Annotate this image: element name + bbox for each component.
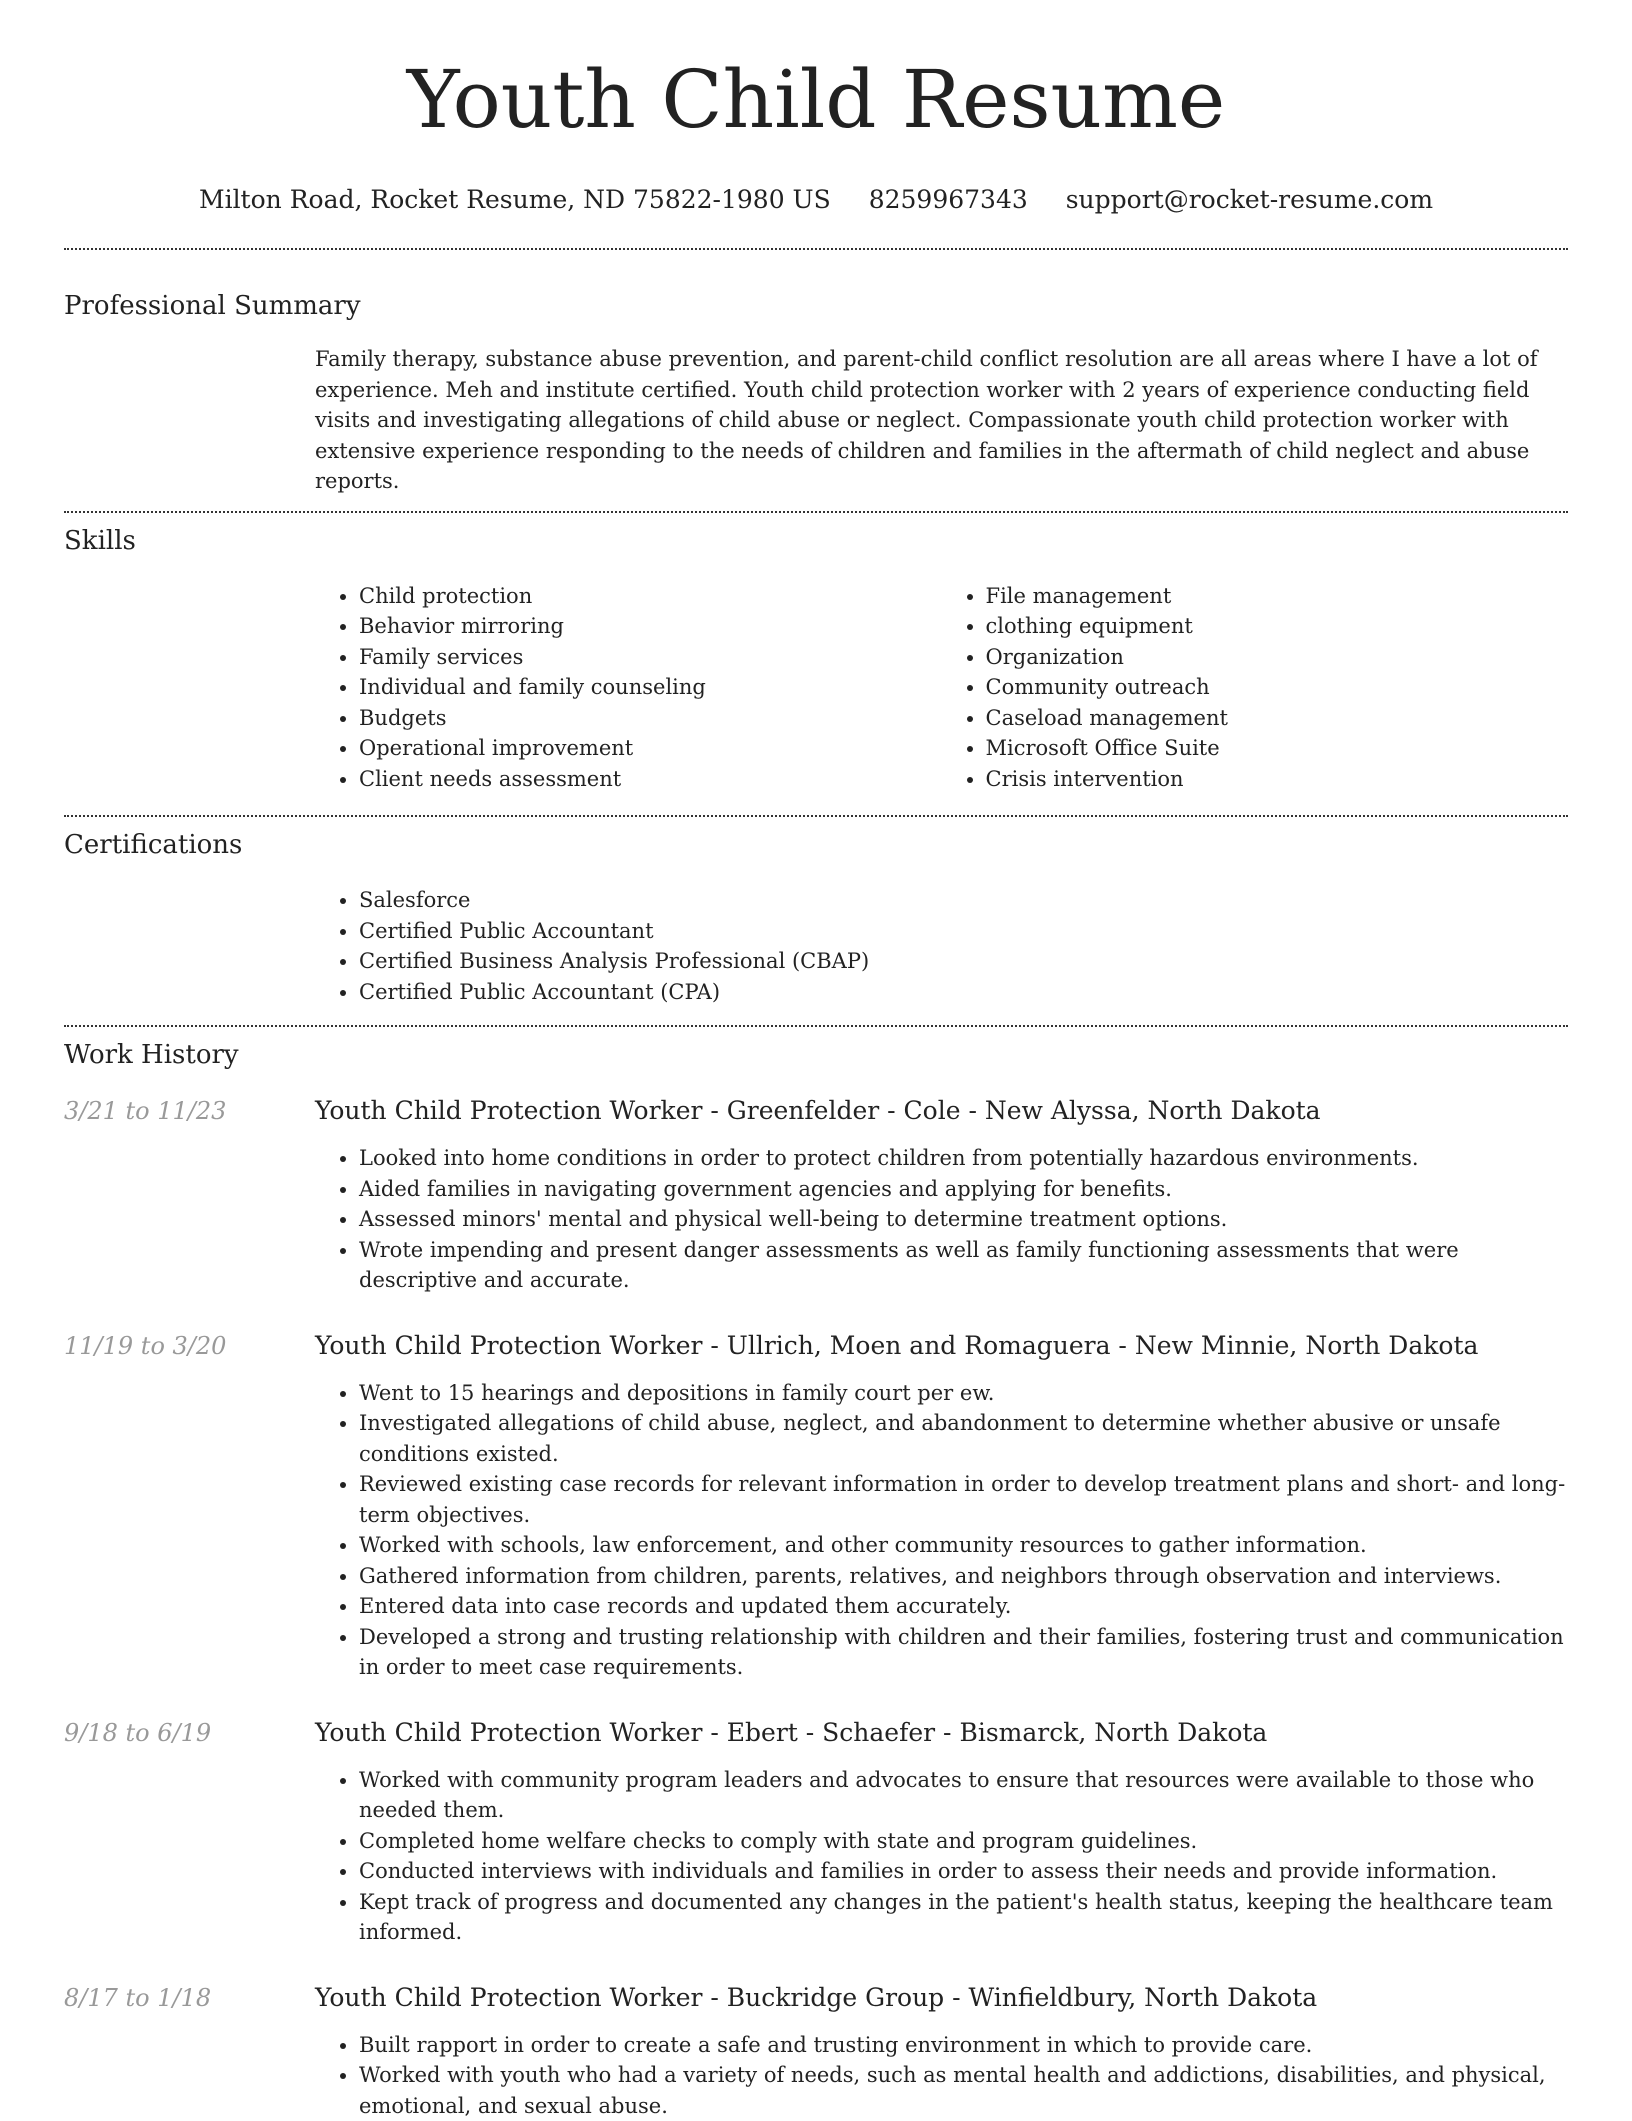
contact-address: Milton Road, Rocket Resume, ND 75822-1980 US [199,185,831,214]
skill-item: • Operational improvement [359,733,942,764]
skill-item: • Community outreach [986,672,1569,703]
skill-item: • Individual and family counseling [359,672,942,703]
job-bullet: • Aided families in navigating government agencies and applying for benefits. [359,1174,1568,1205]
job-bullet: • Worked with youth who had a variety of needs, such as mental health and addictions, disabilities, and physical, emotional, and sexual abuse. [359,2060,1568,2121]
job-entry [64,1982,1568,2121]
contact-phone: 8259967343 [869,185,1028,214]
job-bullets [315,1378,1568,1683]
job-bullet: • Completed home welfare checks to comply with state and program guidelines. [359,1826,1568,1857]
section-title-summary: Professional Summary [64,250,1568,322]
summary-text: Family therapy, substance abuse prevention, and parent-child conflict resolution are all areas where I have a lot of experience. Meh and institute certified. Youth child protection worker with 2 years of experience conducting field visits and investigating allegations of child abuse or neglect. Compassionate youth child protection worker with extensive experience responding to the needs of children and families in the aftermath of child neglect and abuse reports. [315,344,1568,497]
skills-section [64,513,1568,795]
job-title: Youth Child Protection Worker - Greenfelder - Cole - New Alyssa, North Dakota [315,1095,1568,1127]
section-title-work-history: Work History [64,1027,1568,1071]
job-title: Youth Child Protection Worker - Ullrich, Moen and Romaguera - New Minnie, North Dakota [315,1330,1568,1362]
job-details [315,1717,1568,1948]
job-bullet: • Worked with schools, law enforcement, and other community resources to gather information. [359,1530,1568,1561]
skill-item: • Child protection [359,581,942,612]
summary-section [64,250,1568,497]
skill-item: • clothing equipment [986,611,1569,642]
job-dates: 3/21 to 11/23 [64,1095,315,1296]
skill-item: • Budgets [359,703,942,734]
job-dates: 8/17 to 1/18 [64,1982,315,2121]
resume-page [64,0,1568,2121]
job-dates: 11/19 to 3/20 [64,1330,315,1683]
skill-item: • File management [986,581,1569,612]
job-bullet: • Assessed minors' mental and physical well-being to determine treatment options. [359,1204,1568,1235]
certification-item: • Certified Public Accountant (CPA) [359,977,1568,1008]
job-bullets [315,2030,1568,2121]
skill-item: • Organization [986,642,1569,673]
certification-item: • Certified Business Analysis Professional (CBAP) [359,946,1568,977]
job-title: Youth Child Protection Worker - Ebert - Schaefer - Bismarck, North Dakota [315,1717,1568,1749]
skills-list-left [315,581,942,795]
contact-email: support@rocket-resume.com [1066,185,1433,214]
job-bullet: • Wrote impending and present danger assessments as well as family functioning assessments that were descriptive and accurate. [359,1235,1568,1296]
job-entry [64,1330,1568,1683]
contact-line [64,185,1568,215]
job-entry [64,1095,1568,1296]
job-bullets [315,1143,1568,1296]
skill-item: • Client needs assessment [359,764,942,795]
job-bullets [315,1765,1568,1948]
job-bullet: • Looked into home conditions in order to protect children from potentially hazardous environments. [359,1143,1568,1174]
skill-item: • Behavior mirroring [359,611,942,642]
certifications-section [64,817,1568,1007]
certification-item: • Certified Public Accountant [359,916,1568,947]
certification-item: • Salesforce [359,885,1568,916]
job-bullet: • Investigated allegations of child abuse, neglect, and abandonment to determine whether abusive or unsafe conditions existed. [359,1408,1568,1469]
certifications-list [315,885,1568,1007]
job-title: Youth Child Protection Worker - Buckridge Group - Winfieldbury, North Dakota [315,1982,1568,2014]
skill-item: • Microsoft Office Suite [986,733,1569,764]
job-bullet: • Conducted interviews with individuals and families in order to assess their needs and provide information. [359,1856,1568,1887]
job-bullet: • Built rapport in order to create a safe and trusting environment in which to provide care. [359,2030,1568,2061]
skill-item: • Family services [359,642,942,673]
skill-item: • Caseload management [986,703,1569,734]
job-bullet: • Worked with community program leaders and advocates to ensure that resources were available to those who needed them. [359,1765,1568,1826]
skill-item: • Crisis intervention [986,764,1569,795]
job-entry [64,1717,1568,1948]
job-details [315,1330,1568,1683]
skills-list-right [942,581,1569,795]
section-title-certifications: Certifications [64,817,1568,861]
job-details [315,1095,1568,1296]
job-bullet: • Entered data into case records and updated them accurately. [359,1591,1568,1622]
certifications-list-wrap [315,885,1568,1007]
job-bullet: • Reviewed existing case records for relevant information in order to develop treatment plans and short- and long-term objectives. [359,1469,1568,1530]
job-bullet: • Developed a strong and trusting relationship with children and their families, fostering trust and communication in order to meet case requirements. [359,1622,1568,1683]
job-details [315,1982,1568,2121]
job-bullet: • Went to 15 hearings and depositions in family court per ew. [359,1378,1568,1409]
skills-columns [315,581,1568,795]
job-bullet: • Gathered information from children, parents, relatives, and neighbors through observation and interviews. [359,1561,1568,1592]
section-title-skills: Skills [64,513,1568,557]
work-history-section [64,1027,1568,2121]
job-dates: 9/18 to 6/19 [64,1717,315,1948]
job-bullet: • Kept track of progress and documented any changes in the patient's health status, keeping the healthcare team informed. [359,1887,1568,1948]
resume-name: Youth Child Resume [64,0,1568,150]
